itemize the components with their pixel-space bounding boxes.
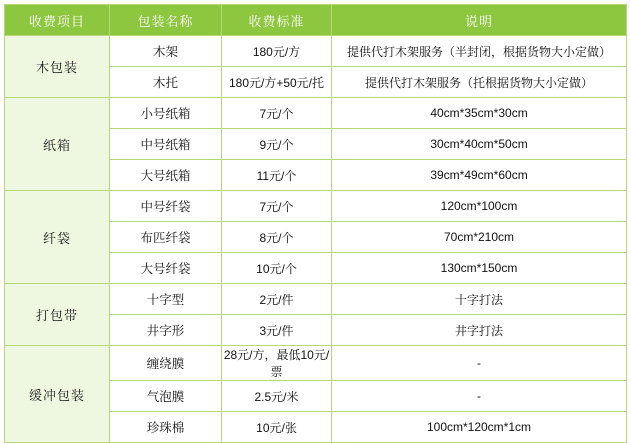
table-body (5, 36, 627, 443)
table-row (5, 284, 627, 315)
category-cell: 纤袋 (5, 191, 110, 284)
note-cell: 十字打法 (332, 284, 627, 315)
note-cell: 130cm*150cm (332, 253, 627, 284)
table-row (5, 346, 627, 381)
standard-cell: 7元/个 (222, 191, 332, 222)
note-cell: 40cm*35cm*30cm (332, 98, 627, 129)
note-cell: 39cm*49cm*60cm (332, 160, 627, 191)
package-name-cell: 缠绕膜 (110, 346, 222, 381)
package-name-cell: 布匹纤袋 (110, 222, 222, 253)
package-name-cell: 木架 (110, 36, 222, 67)
standard-cell: 180元/方 (222, 36, 332, 67)
packing-price-table (4, 4, 627, 443)
standard-cell: 10元/个 (222, 253, 332, 284)
standard-cell: 9元/个 (222, 129, 332, 160)
note-cell: 120cm*100cm (332, 191, 627, 222)
note-cell: 30cm*40cm*50cm (332, 129, 627, 160)
note-cell: - (332, 381, 627, 412)
category-cell: 纸箱 (5, 98, 110, 191)
note-cell: 提供代打木架服务（托根据货物大小定做） (332, 67, 627, 98)
table-header-row (5, 5, 627, 36)
table-row (5, 191, 627, 222)
package-name-cell: 十字型 (110, 284, 222, 315)
note-cell: 70cm*210cm (332, 222, 627, 253)
column-header-category: 收费项目 (5, 5, 110, 36)
category-cell: 木包装 (5, 36, 110, 98)
column-header-package-name: 包装名称 (110, 5, 222, 36)
note-cell: - (332, 346, 627, 381)
standard-cell: 28元/方，最低10元/票 (222, 346, 332, 381)
note-cell: 提供代打木架服务（半封闭，根据货物大小定做） (332, 36, 627, 67)
table-row (5, 98, 627, 129)
standard-cell: 7元/个 (222, 98, 332, 129)
standard-cell: 2.5元/米 (222, 381, 332, 412)
package-name-cell: 小号纸箱 (110, 98, 222, 129)
package-name-cell: 中号纸箱 (110, 129, 222, 160)
table-header (5, 5, 627, 36)
note-cell: 井字打法 (332, 315, 627, 346)
column-header-note: 说明 (332, 5, 627, 36)
category-cell: 缓冲包装 (5, 346, 110, 443)
table-row (5, 36, 627, 67)
standard-cell: 10元/张 (222, 412, 332, 443)
standard-cell: 8元/个 (222, 222, 332, 253)
package-name-cell: 中号纤袋 (110, 191, 222, 222)
package-name-cell: 大号纸箱 (110, 160, 222, 191)
note-cell: 100cm*120cm*1cm (332, 412, 627, 443)
package-name-cell: 大号纤袋 (110, 253, 222, 284)
standard-cell: 180元/方+50元/托 (222, 67, 332, 98)
category-cell: 打包带 (5, 284, 110, 346)
package-name-cell: 珍珠棉 (110, 412, 222, 443)
standard-cell: 11元/个 (222, 160, 332, 191)
standard-cell: 2元/件 (222, 284, 332, 315)
package-name-cell: 木托 (110, 67, 222, 98)
column-header-standard: 收费标准 (222, 5, 332, 36)
package-name-cell: 井字形 (110, 315, 222, 346)
package-name-cell: 气泡膜 (110, 381, 222, 412)
standard-cell: 3元/件 (222, 315, 332, 346)
